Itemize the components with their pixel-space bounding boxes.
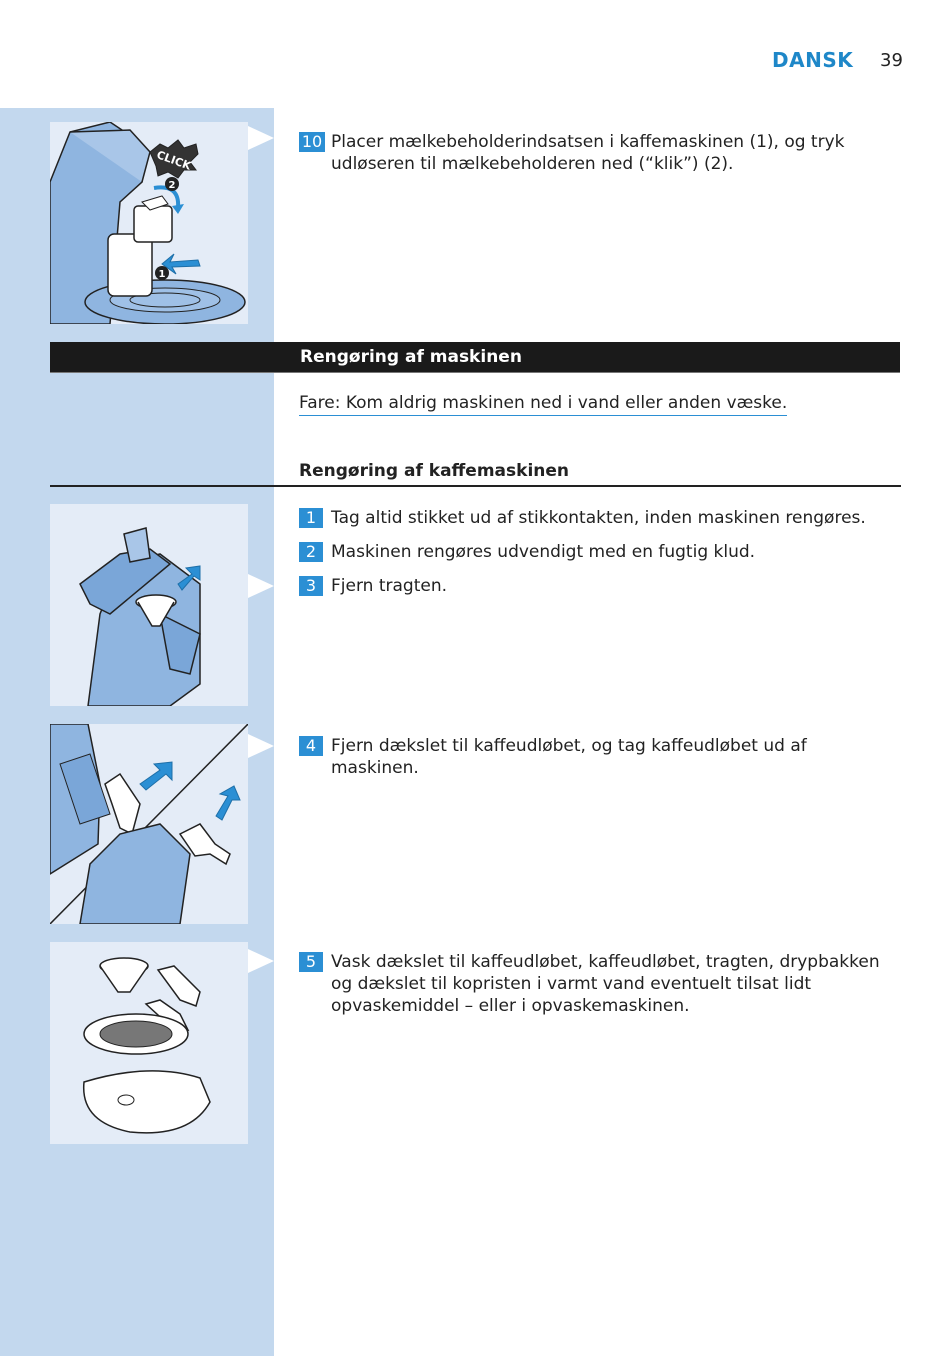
callout-1: 1	[158, 269, 166, 280]
milk-container-illustration	[50, 122, 248, 324]
figure-pointer	[248, 574, 274, 598]
step-10	[299, 131, 899, 175]
step-5	[299, 951, 899, 1017]
step-number: 4	[299, 736, 323, 756]
funnel-removal-illustration	[50, 504, 248, 706]
step-number: 1	[299, 508, 323, 528]
figure-milk-container	[50, 122, 248, 324]
click-label: CLICK	[154, 148, 193, 173]
warning-text: Fare: Kom aldrig maskinen ned i vand eller anden væske.	[299, 393, 787, 416]
figure-removable-parts	[50, 942, 248, 1144]
step-1	[299, 507, 899, 529]
step-text: Maskinen rengøres udvendigt med en fugtig klud.	[331, 542, 756, 562]
figure-pointer	[248, 949, 274, 973]
step-number: 2	[299, 542, 323, 562]
section-header	[50, 342, 900, 373]
step-text: Placer mælkebeholderindsatsen i kaffemaskinen (1), og tryk udløseren til mælkebeholderen ned (“klik”) (2).	[331, 132, 845, 174]
step-number: 5	[299, 952, 323, 972]
step-text: Fjern dækslet til kaffeudløbet, og tag kaffeudløbet ud af maskinen.	[331, 736, 807, 778]
callout-2: 2	[168, 180, 176, 191]
figure-pointer	[248, 734, 274, 758]
section-title: Rengøring af maskinen	[300, 347, 522, 367]
figure-spout-removal	[50, 724, 248, 924]
step-number: 3	[299, 576, 323, 596]
spout-removal-illustration	[50, 724, 248, 924]
step-2	[299, 541, 899, 563]
step-number: 10	[299, 132, 325, 152]
figure-funnel-removal	[50, 504, 248, 706]
removable-parts-illustration	[50, 942, 248, 1144]
subsection-title: Rengøring af kaffemaskinen	[299, 461, 570, 481]
step-text: Fjern tragten.	[331, 576, 447, 596]
page-number: 39	[880, 50, 903, 71]
language-label: DANSK	[772, 48, 854, 72]
step-text: Tag altid stikket ud af stikkontakten, inden maskinen rengøres.	[331, 508, 866, 528]
subsection-rule	[50, 485, 901, 487]
step-text: Vask dækslet til kaffeudløbet, kaffeudløbet, tragten, drypbakken og dækslet til kopristen i varmt vand eventuelt tilsat lidt opvaskemiddel – eller i opvaskemaskinen.	[331, 952, 880, 1016]
step-4	[299, 735, 899, 779]
step-3	[299, 575, 899, 597]
figure-pointer	[248, 126, 274, 150]
